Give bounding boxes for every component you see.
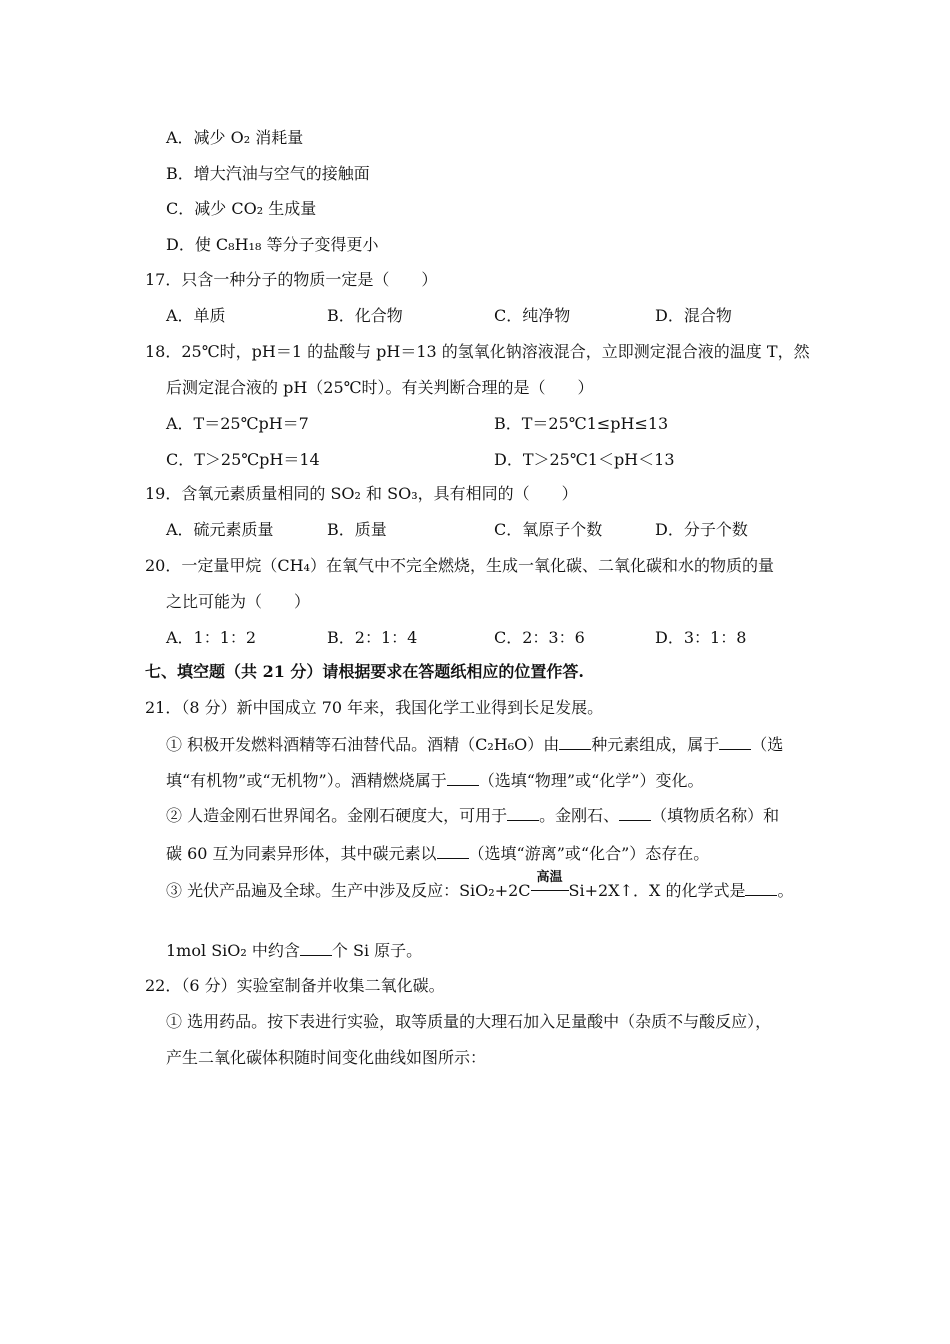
q22-stem: 22．（6 分）实验室制备并收集二氧化碳。 <box>145 976 445 995</box>
q21-text-4a: 碳 60 互为同素异形体，其中碳元素以 <box>166 844 437 863</box>
section-heading: 七、填空题（共 21 分）请根据要求在答题纸相应的位置作答. <box>145 662 584 681</box>
q17-option-c: C．纯净物 <box>494 306 571 325</box>
answer-blank[interactable] <box>437 842 469 859</box>
arrow-line <box>531 890 569 891</box>
q20-option-b: B．2：1：4 <box>327 628 418 647</box>
answer-blank[interactable] <box>447 769 479 786</box>
q17-option-d: D．混合物 <box>655 306 732 325</box>
q21-text-1a: ① 积极开发燃料酒精等石油替代品。酒精（C₂H₆O）由 <box>166 735 560 754</box>
q20-option-d: D．3：1：8 <box>655 628 747 647</box>
q21-stem: 21．（8 分）新中国成立 70 年来，我国化学工业得到长足发展。 <box>145 698 604 717</box>
q20-option-a: A．1：1：2 <box>166 628 257 647</box>
answer-blank[interactable] <box>507 804 539 821</box>
q18-option-c: C．T＞25℃pH＝14 <box>166 450 320 469</box>
q21-text-1c: （选 <box>751 735 784 754</box>
q21-text-1b: 种元素组成，属于 <box>591 735 720 754</box>
q21-text-6a: 1mol SiO₂ 中约含 <box>166 941 300 960</box>
reaction-arrow <box>531 870 569 896</box>
q21-part3-line2 <box>166 939 422 962</box>
q22-part1-line1: ① 选用药品。按下表进行实验，取等质量的大理石加入足量酸中（杂质不与酸反应）， <box>166 1012 772 1031</box>
q21-text-5a: ③ 光伏产品遍及全球。生产中涉及反应：SiO₂+2C <box>166 881 531 900</box>
q20-stem-line1: 20．一定量甲烷（CH₄）在氧气中不完全燃烧，生成一氧化碳、二氧化碳和水的物质的量 <box>145 556 774 575</box>
q21-part2-line1 <box>166 804 779 827</box>
q21-text-4b: （选填“游离”或“化合”）态存在。 <box>468 844 710 863</box>
q17-stem: 17．只含一种分子的物质一定是（ ） <box>145 270 438 289</box>
q16-option-c: C．减少 CO₂ 生成量 <box>166 199 317 218</box>
q21-text-2b: （选填“物理”或“化学”）变化。 <box>478 771 704 790</box>
answer-blank[interactable] <box>719 733 751 750</box>
q21-text-5c: 。 <box>777 881 794 900</box>
answer-blank[interactable] <box>300 939 332 956</box>
q21-part3-line1 <box>166 870 794 902</box>
q20-stem-line2: 之比可能为（ ） <box>166 592 311 611</box>
q19-option-c: C．氧原子个数 <box>494 520 603 539</box>
q22-part1-line2: 产生二氧化碳体积随时间变化曲线如图所示： <box>166 1048 487 1067</box>
q16-option-d: D．使 C₈H₁₈ 等分子变得更小 <box>166 235 379 254</box>
q20-option-c: C．2：3：6 <box>494 628 585 647</box>
q18-option-d: D．T＞25℃1＜pH＜13 <box>494 450 675 469</box>
q21-text-3b: 。金刚石、 <box>539 806 620 825</box>
q19-option-d: D．分子个数 <box>655 520 748 539</box>
q21-text-6b: 个 Si 原子。 <box>331 941 423 960</box>
q17-option-b: B．化合物 <box>327 306 403 325</box>
q19-option-a: A．硫元素质量 <box>166 520 274 539</box>
q21-part1-line1 <box>166 733 783 756</box>
reaction-condition: 高温 <box>536 870 563 885</box>
q18-option-a: A．T＝25℃pH＝7 <box>166 414 309 433</box>
q18-stem-line1: 18．25℃时，pH＝1 的盐酸与 pH＝13 的氢氧化钠溶液混合，立即测定混合液的温度 T，然 <box>145 342 810 361</box>
q21-text-3a: ② 人造金刚石世界闻名。金刚石硬度大，可用于 <box>166 806 508 825</box>
q19-stem: 19．含氧元素质量相同的 SO₂ 和 SO₃，具有相同的（ ） <box>145 484 578 503</box>
answer-blank[interactable] <box>559 733 591 750</box>
answer-blank[interactable] <box>619 804 651 821</box>
q19-option-b: B．质量 <box>327 520 387 539</box>
q21-text-3c: （填物质名称）和 <box>651 806 780 825</box>
q16-option-b: B．增大汽油与空气的接触面 <box>166 164 370 183</box>
q18-option-b: B．T＝25℃1≤pH≤13 <box>494 414 669 433</box>
answer-blank[interactable] <box>745 879 777 896</box>
q21-text-2a: 填“有机物”或“无机物”）。酒精燃烧属于 <box>166 771 447 790</box>
q17-option-a: A．单质 <box>166 306 226 325</box>
q18-stem-line2: 后测定混合液的 pH（25℃时）。有关判断合理的是（ ） <box>166 378 594 397</box>
q21-part1-line2 <box>166 769 703 792</box>
q16-option-a: A．减少 O₂ 消耗量 <box>166 128 304 147</box>
q21-text-5b: Si+2X↑．X 的化学式是 <box>568 881 746 900</box>
q21-part2-line2 <box>166 842 709 865</box>
